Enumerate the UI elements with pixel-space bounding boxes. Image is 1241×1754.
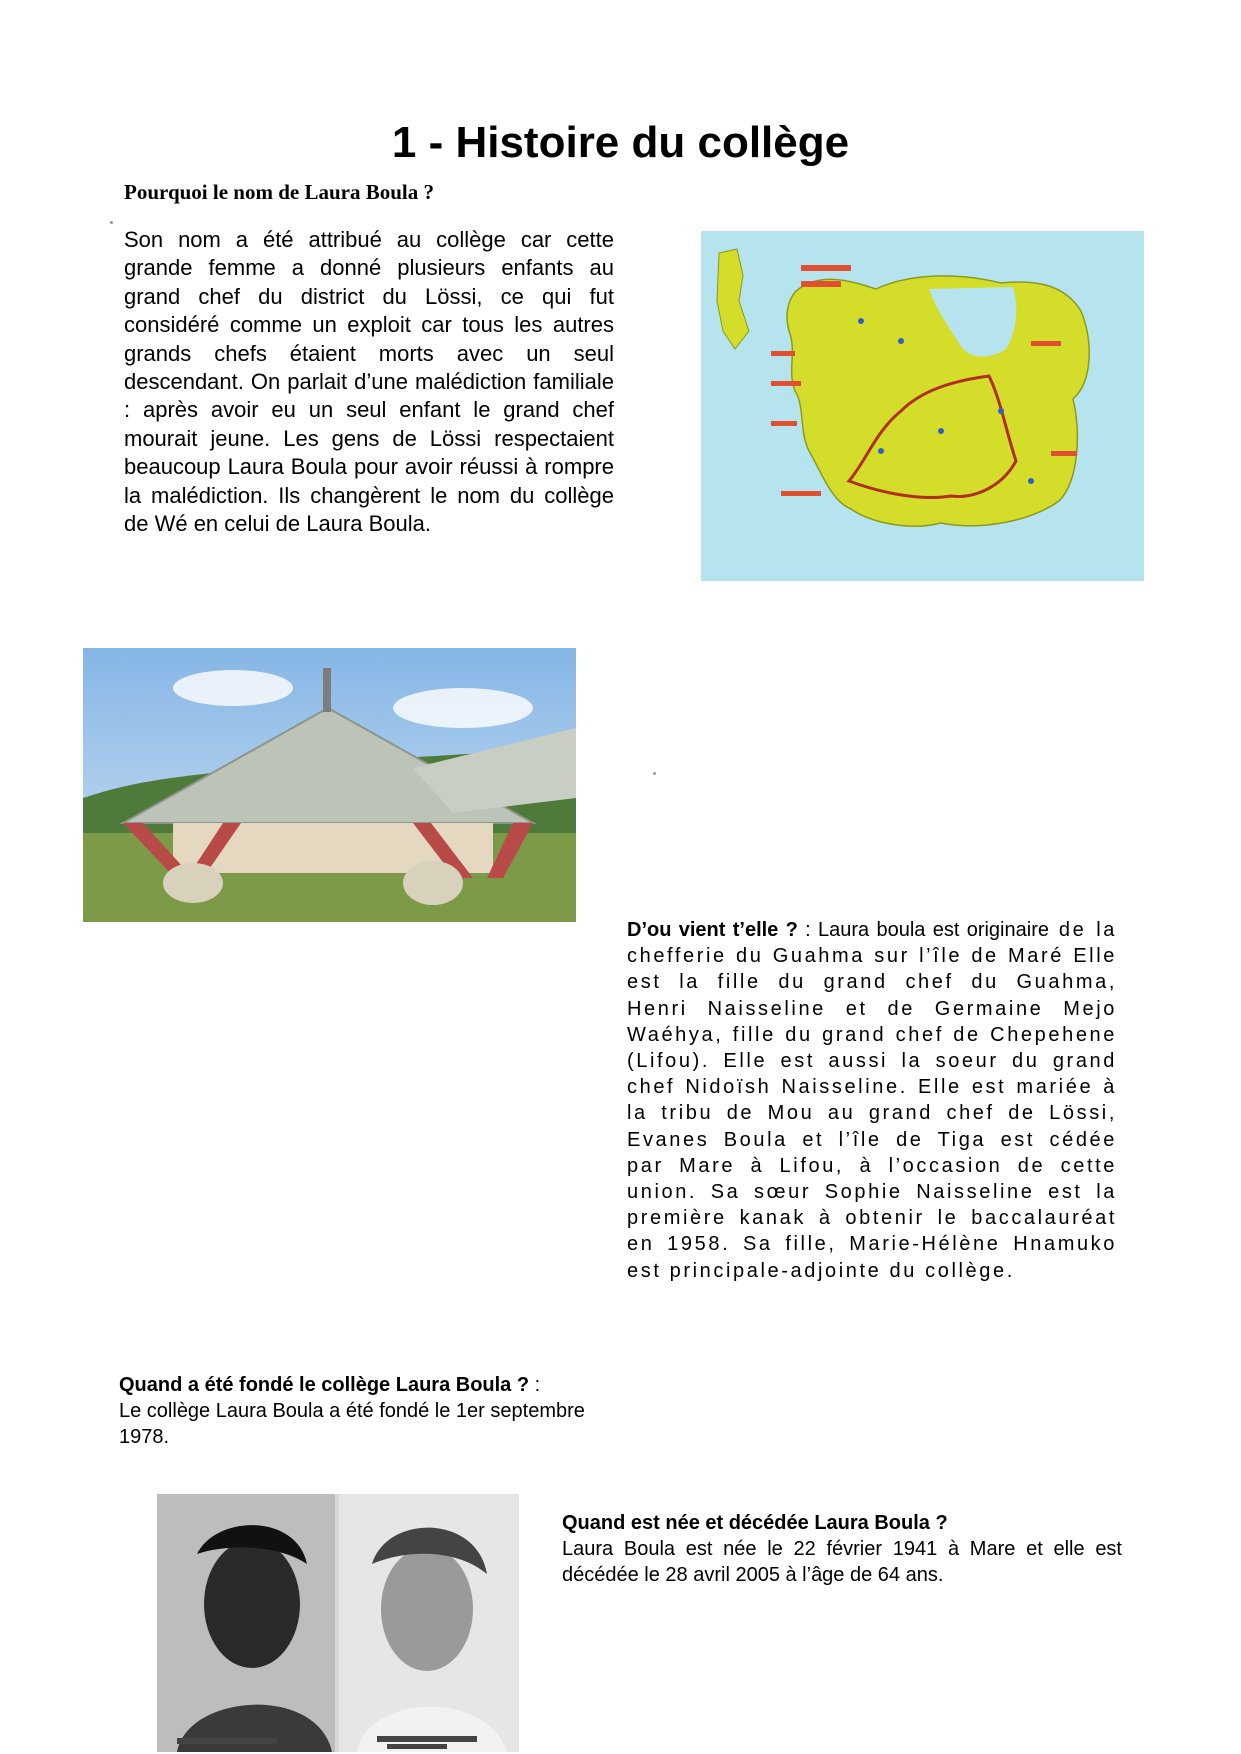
photo-cloud <box>393 688 533 728</box>
life-question: Quand est née et décédée Laura Boula ? <box>562 1512 948 1534</box>
origin-paragraph <box>627 917 1117 1284</box>
map-island <box>787 276 1089 526</box>
origin-lead: : Laura boula est originaire <box>797 919 1049 941</box>
name-origin-paragraph: Son nom a été attribué au collège car cette grande femme a donné plusieurs enfants au grand chef du district du Lössi, ce qui fut considéré comme un exploit car tous les autres grands chefs étaient morts avec un seul descendant. On parlait d’une malédiction familiale : après avoir eu un seul enfant le grand chef mourait jeune. Les gens de Lössi respectaient beaucoup Laura Boula pour avoir réussi à rompre la malédiction. Ils changèrent le nom du collège de Wé en celui de Laura Boula. <box>124 227 614 537</box>
portrait-man-face <box>204 1540 300 1668</box>
photo-spire <box>323 668 331 712</box>
life-text: Laura Boula est née le 22 février 1941 à Mare et elle est décédée le 28 avril 2005 à l’âge de 64 ans. <box>562 1538 1122 1586</box>
college-building-photo <box>83 648 576 922</box>
origin-text: de la chefferie du Guahma sur l’île de Maré Elle est la fille du grand chef du Guahma, Henri Naisseline et de Germaine Mejo Waéhya, fille du grand chef de Chepehene (Lifou). Elle est aussi la soeur du grand chef Nidoïsh Naisseline. Elle est mariée à la tribu de Mou au grand chef de Lössi, Evanes Boula et l’île de Tiga est cédée par Mare à Lifou, à l’occasion de cette union. Sa sœur Sophie Naisseline est la première kanak à obtenir le baccalauréat en 1958. Sa fille, Marie-Hélène Hnamuko est principale-adjointe du collège. <box>627 919 1118 1282</box>
life-paragraph <box>562 1510 1122 1588</box>
stray-dot <box>110 221 113 224</box>
founded-paragraph <box>119 1372 619 1450</box>
photo-rock <box>163 863 223 903</box>
founded-text: Le collège Laura Boula a été fondé le 1er septembre 1978. <box>119 1400 585 1448</box>
portrait-woman-face <box>381 1547 473 1671</box>
founded-question: Quand a été fondé le collège Laura Boula ? <box>119 1374 530 1396</box>
origin-question: D’ou vient t’elle ? <box>627 919 798 941</box>
section-subtitle: Pourquoi le nom de Laura Boula ? <box>124 180 434 204</box>
portraits-photo <box>157 1494 519 1752</box>
stray-dot <box>653 772 656 775</box>
page-title: 1 - Histoire du collège <box>391 118 850 167</box>
island-map-image <box>701 231 1144 581</box>
founded-separator: : <box>529 1374 541 1396</box>
photo-cloud <box>173 670 293 706</box>
photo-rock <box>403 861 463 905</box>
